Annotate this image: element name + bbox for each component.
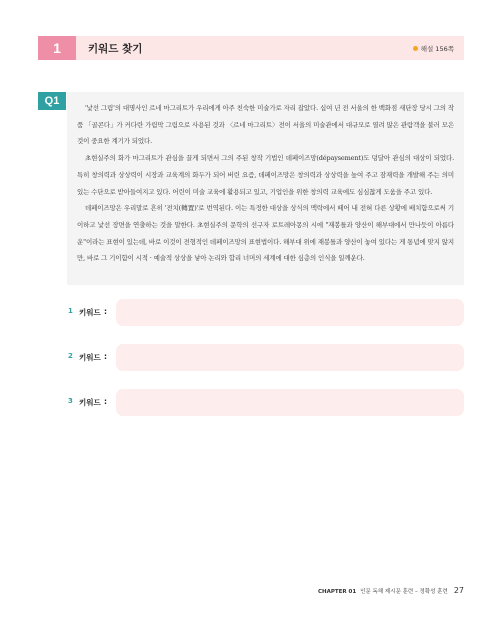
keyword-row <box>68 299 464 326</box>
keyword-label: 키워드 <box>79 353 101 362</box>
passage-paragraph: '낯선 그림'의 대명사인 르네 마그리트가 우리에게 아주 친숙한 미술가로 자리 잡았다. 십여 년 전 서울의 한 백화점 새단장 당시 그의 작품 「골콘다」가 커다란 가림막 그림으로 사용된 것과 〈르네 마그리트〉전이 서울의 미술관에서 대규모로 열려 많은 관람객을 불러 모은 것이 중요한 계기가 되었다. <box>77 104 454 146</box>
keyword-answer-field[interactable] <box>116 344 464 371</box>
keyword-answer-field[interactable] <box>116 389 464 416</box>
chapter-label: CHAPTER 01 <box>317 589 357 595</box>
keyword-colon: : <box>104 307 107 316</box>
passage-paragraph: 데페이즈망은 우리말로 흔히 '전치(轉置)'로 번역된다. 이는 특정한 대상을 상식의 맥락에서 떼어 내 전혀 다른 상황에 배치함으로써 기이하고 낯선 장면을 연출하는 것을 말한다. 초현실주의 문학의 선구자 로트레아몽의 시에 "재봉틀과 양산이 해부대에서 만나듯이 아름다운"이라는 표현이 있는데, 바로 이것이 전형적인 데페이즈망의 표현법이다. 해부대 위에 재봉틀과 양산이 놓여 있다는 게 통념에 맞지 않지만, 바로 그 기이함이 시적 · 예술적 상상을 낳아 논리와 합리 너머의 세계에 대한 심층의 인식을 일깨운다. <box>77 204 454 263</box>
keyword-number: 3 <box>68 397 73 405</box>
passage-paragraph: 초현실주의 화가 마그리트가 관심을 끌게 되면서 그의 주된 창작 기법인 데페이즈망(dépaysement)도 덩달아 관심의 대상이 되었다. 특히 창의력과 상상력이 시장과 교육계의 화두가 되어 버린 요즘, 데페이즈망은 창의력과 상상력을 높여 주고 잠재력을 개발해 주는 의미 있는 수단으로 받아들여지고 있다. 어린이 미술 교육에 활용되고 있고, 기업인을 위한 창의력 교육에도 심심찮게 도움을 주고 있다. <box>77 154 454 196</box>
keyword-answer-field[interactable] <box>116 299 464 326</box>
passage-box <box>67 92 464 285</box>
page-number: 27 <box>453 586 464 595</box>
keyword-label: 키워드 <box>79 398 101 407</box>
keyword-label: 키워드 <box>79 308 101 317</box>
section-number: 1 <box>38 36 76 60</box>
question-badge: Q1 <box>38 92 66 110</box>
page-footer <box>258 586 464 595</box>
bullet-dot-icon <box>413 46 418 51</box>
section-header <box>38 36 464 60</box>
answer-reference <box>413 44 454 53</box>
keyword-number: 2 <box>68 352 73 360</box>
answer-reference-text: 해설 156쪽 <box>420 44 454 53</box>
keyword-row <box>68 389 464 416</box>
keyword-row <box>68 344 464 371</box>
keyword-number: 1 <box>68 307 73 315</box>
keyword-colon: : <box>104 397 107 406</box>
section-title: 키워드 찾기 <box>88 42 143 55</box>
chapter-subtitle: 인문 독해 제시문 훈련 – 정확성 훈련 <box>360 589 448 595</box>
keyword-colon: : <box>104 352 107 361</box>
